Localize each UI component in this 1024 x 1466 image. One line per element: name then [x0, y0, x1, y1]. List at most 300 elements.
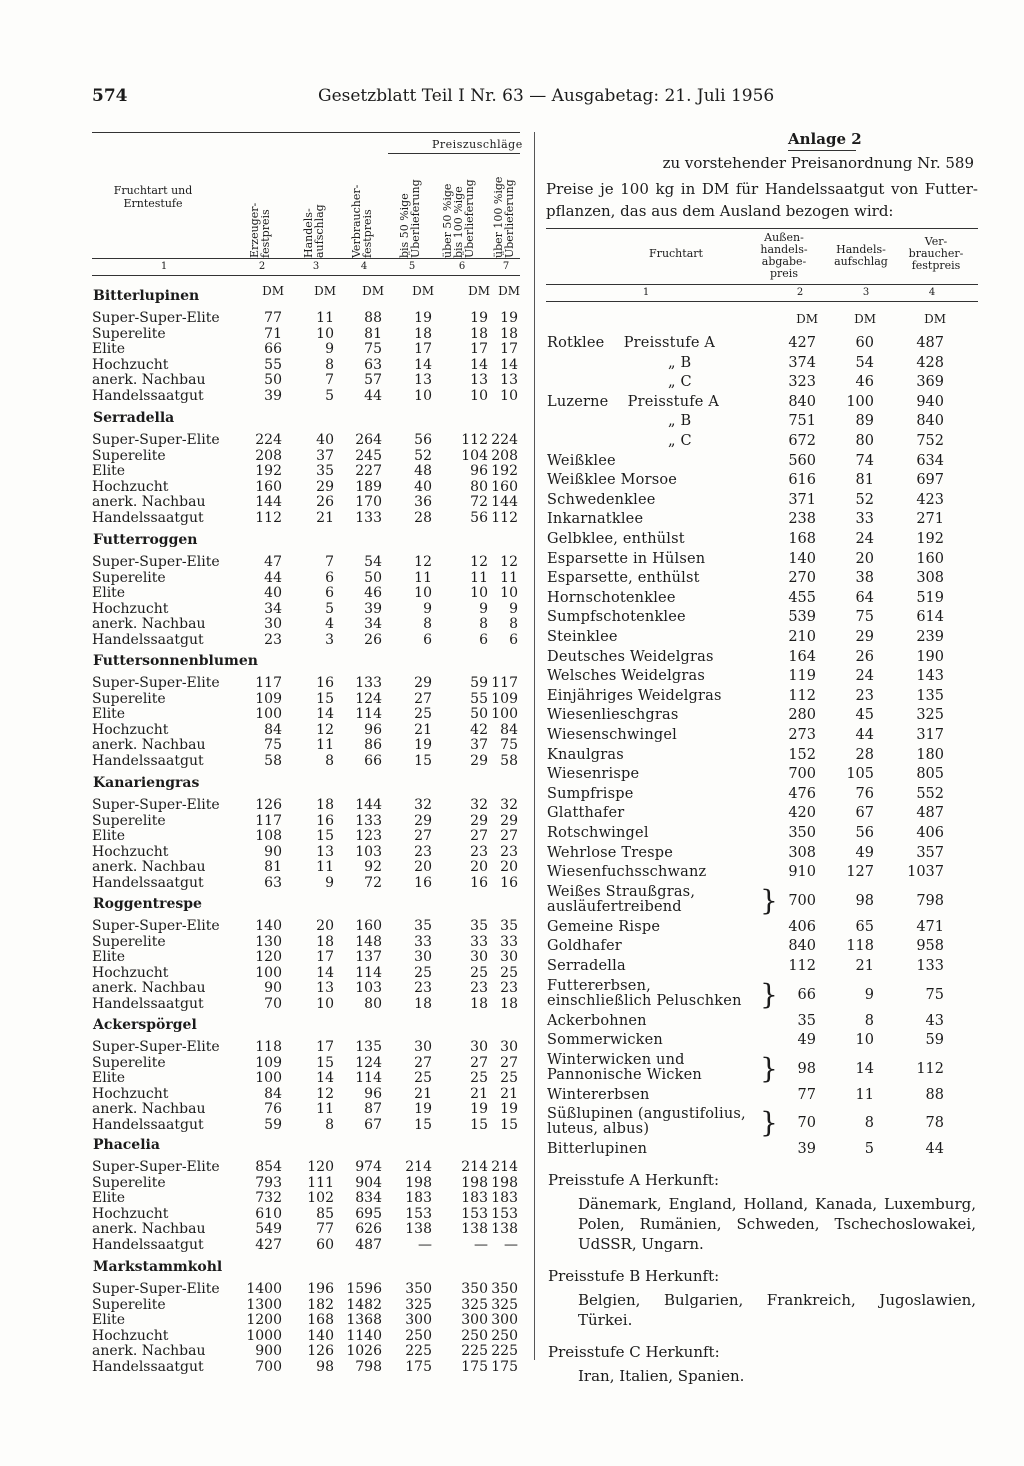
- cell-value: 39: [364, 600, 382, 617]
- cell-value: 1400: [246, 1281, 282, 1297]
- cell-value: 90: [264, 980, 282, 996]
- row-label: Handelssaatgut: [92, 752, 204, 769]
- row-label: Hochzucht: [92, 964, 169, 981]
- cell-value: 30: [500, 949, 518, 965]
- table-row: [546, 591, 978, 611]
- cell-value: 75: [264, 737, 282, 753]
- cell-value: 18: [470, 995, 488, 1012]
- cell-value: 18: [500, 995, 518, 1012]
- cell-value: 112: [461, 432, 488, 448]
- origin-countries: Polen, Rumänien, Schweden, Tschechoslowakei,: [578, 1215, 976, 1233]
- header-line: handels-: [760, 243, 808, 256]
- origin-countries: Türkei.: [578, 1311, 633, 1329]
- origin-countries: UdSSR, Ungarn.: [578, 1235, 704, 1253]
- cell-value: 8: [864, 1012, 874, 1029]
- cell-value: 40: [414, 478, 432, 495]
- cell-value: 15: [500, 1116, 518, 1133]
- row-label: Bitterlupinen: [547, 1141, 648, 1158]
- column-divider: [534, 132, 535, 1360]
- cell-value: 114: [355, 706, 382, 722]
- table-row: [92, 1221, 520, 1237]
- cell-value: 44: [925, 1141, 944, 1158]
- column-number: 1: [642, 287, 650, 298]
- cell-value: 80: [470, 478, 488, 495]
- cell-value: 33: [470, 933, 488, 950]
- row-label: Super-Super-Elite: [92, 1039, 220, 1055]
- cell-value: 140: [307, 1327, 334, 1344]
- row-label: anerk. Nachbau: [92, 1101, 206, 1117]
- table-row: [546, 356, 978, 376]
- cell-value: 48: [414, 463, 432, 479]
- cell-value: 1000: [246, 1327, 282, 1344]
- cell-value: 6: [509, 631, 518, 648]
- row-label: anerk. Nachbau: [92, 737, 206, 753]
- table-row: [92, 753, 520, 769]
- rotated-col-header-6: [474, 150, 534, 260]
- cell-value: 210: [788, 629, 816, 645]
- cell-value: 17: [316, 949, 334, 965]
- cell-value: 12: [470, 554, 488, 570]
- cell-value: 225: [405, 1343, 432, 1359]
- row-label: Superelite: [92, 569, 166, 586]
- cell-value: 1200: [246, 1312, 282, 1328]
- cell-value: 180: [916, 746, 944, 763]
- table-row: [546, 728, 978, 748]
- table-row: [92, 554, 520, 570]
- row-label: Handelssaatgut: [92, 631, 204, 648]
- cell-value: 8: [864, 1115, 874, 1132]
- table-row: [92, 372, 520, 388]
- table-row: [92, 980, 520, 996]
- cell-value: 175: [491, 1358, 518, 1375]
- cell-value: 626: [355, 1221, 382, 1237]
- row-label: Weißklee Morsoe: [547, 472, 678, 489]
- row-label: Hochzucht: [92, 1205, 169, 1222]
- cell-value: 183: [491, 1190, 518, 1206]
- table-row: [92, 675, 520, 691]
- origin-title: Preisstufe B Herkunft:: [548, 1267, 720, 1285]
- cell-value: 634: [916, 452, 944, 469]
- cell-value: 32: [470, 797, 488, 813]
- cell-value: 75: [925, 986, 944, 1003]
- cell-value: 20: [500, 859, 518, 875]
- cell-value: 21: [500, 1085, 518, 1102]
- table-row: [92, 585, 520, 601]
- cell-value: 19: [414, 310, 432, 326]
- cell-value: 18: [414, 325, 432, 342]
- row-label: Elite: [92, 1190, 126, 1206]
- cell-value: 88: [925, 1086, 944, 1103]
- cell-value: 29: [470, 812, 488, 829]
- cell-value: 25: [470, 964, 488, 981]
- cell-value: 67: [364, 1116, 382, 1133]
- row-label: Wiesenschwingel: [547, 727, 678, 743]
- table-row: [546, 920, 978, 940]
- row-label: Gelbklee, enthülst: [547, 531, 685, 547]
- cell-value: 10: [470, 387, 488, 404]
- cell-value: 10: [414, 585, 432, 601]
- cell-value: 189: [355, 478, 382, 495]
- cell-value: 66: [364, 752, 382, 769]
- cell-value: 198: [405, 1174, 432, 1191]
- cell-value: 9: [509, 600, 518, 617]
- cell-value: 6: [325, 569, 334, 586]
- table-row: [546, 1033, 978, 1053]
- cell-value: 840: [916, 413, 944, 430]
- origin-countries: Dänemark, England, Holland, Kanada, Luxemburg,: [578, 1195, 976, 1213]
- cell-value: 160: [491, 478, 518, 495]
- cell-value: 427: [788, 335, 816, 351]
- row-label: Esparsette, enthülst: [547, 570, 700, 587]
- cell-value: 124: [355, 690, 382, 707]
- cell-value: 25: [414, 706, 432, 722]
- column-number-row: [92, 258, 520, 276]
- cell-value: 13: [500, 372, 518, 388]
- rotated-col-header-1: [230, 150, 290, 260]
- cell-value: 70: [264, 995, 282, 1012]
- cell-value: 25: [500, 1070, 518, 1086]
- cell-value: 112: [788, 687, 816, 704]
- cell-value: 98: [316, 1358, 334, 1375]
- cell-value: 17: [470, 341, 488, 357]
- origin-title: Preisstufe C Herkunft:: [548, 1343, 720, 1361]
- column-number: 7: [502, 261, 510, 272]
- cell-value: 21: [316, 509, 334, 526]
- row-label: Wintererbsen: [547, 1086, 650, 1103]
- cell-value: 6: [423, 631, 432, 648]
- cell-value: 374: [788, 354, 816, 371]
- cell-value: 26: [364, 631, 382, 648]
- row-label: Wiesenrispe: [547, 766, 640, 783]
- cell-value: 71: [264, 325, 282, 342]
- cell-value: 108: [255, 828, 282, 844]
- cell-value: 50: [264, 372, 282, 388]
- cell-value: 25: [414, 1070, 432, 1086]
- cell-value: 1300: [246, 1296, 282, 1313]
- cell-value: 138: [405, 1221, 432, 1237]
- unit-dm: DM: [362, 284, 384, 298]
- cell-value: 793: [255, 1174, 282, 1191]
- cell-value: 13: [470, 372, 488, 388]
- cell-value: 109: [255, 690, 282, 707]
- table-row: [92, 965, 520, 981]
- column-number: 3: [862, 287, 870, 298]
- cell-value: 26: [855, 648, 874, 665]
- row-label: Superelite: [92, 1174, 166, 1191]
- cell-value: 12: [316, 721, 334, 738]
- cell-value: 834: [355, 1190, 382, 1206]
- table-heading: [546, 178, 978, 222]
- row-label: Steinklee: [547, 629, 618, 645]
- cell-value: 138: [491, 1221, 518, 1237]
- cell-value: 133: [355, 509, 382, 526]
- cell-value: 11: [500, 569, 518, 586]
- cell-value: 8: [325, 356, 334, 373]
- cell-value: 1026: [346, 1343, 382, 1359]
- table-row: [92, 1328, 520, 1344]
- right-col-header-3: [828, 244, 894, 268]
- cell-value: 30: [264, 616, 282, 632]
- cell-value: 153: [491, 1205, 518, 1222]
- cell-value: 117: [491, 675, 518, 691]
- cell-value: 44: [855, 727, 874, 743]
- row-label: Super-Super-Elite: [92, 554, 220, 570]
- cell-value: 14: [414, 356, 432, 373]
- cell-value: 84: [264, 1085, 282, 1102]
- cell-value: 12: [316, 1085, 334, 1102]
- table-row: [546, 689, 978, 709]
- cell-value: 940: [916, 393, 944, 410]
- page-title: Gesetzblatt Teil I Nr. 63 — Ausgabetag: 21. Juli 1956: [318, 86, 775, 106]
- row-label: Elite: [92, 463, 126, 479]
- cell-value: 66: [264, 341, 282, 357]
- cell-value: 23: [264, 631, 282, 648]
- cell-value: 114: [355, 1070, 382, 1086]
- table-row: [92, 918, 520, 934]
- cell-value: 144: [355, 797, 382, 813]
- row-label: Hochzucht: [92, 356, 169, 373]
- row-label: Elite: [92, 585, 126, 601]
- cell-value: 133: [355, 675, 382, 691]
- cell-value: 34: [264, 600, 282, 617]
- cell-value: 92: [364, 859, 382, 875]
- cell-value: 43: [925, 1012, 944, 1029]
- cell-value: 102: [307, 1190, 334, 1206]
- cell-value: 65: [855, 918, 874, 935]
- row-label: Winterwicken und Pannonische Wicken: [547, 1051, 702, 1083]
- cell-value: 45: [855, 707, 874, 724]
- row-label: anerk. Nachbau: [92, 1221, 206, 1237]
- cell-value: 325: [916, 707, 944, 724]
- cell-value: 80: [855, 433, 874, 449]
- cell-value: 19: [470, 1101, 488, 1117]
- anlage-reference: zu vorstehender Preisanordnung Nr. 589: [662, 154, 974, 172]
- cell-value: 109: [255, 1054, 282, 1071]
- cell-value: 35: [316, 463, 334, 479]
- cell-value: 21: [414, 1085, 432, 1102]
- row-label: anerk. Nachbau: [92, 859, 206, 875]
- cell-value: 50: [364, 569, 382, 586]
- row-label: Handelssaatgut: [92, 509, 204, 526]
- cell-value: 182: [307, 1296, 334, 1313]
- cell-value: 78: [925, 1115, 944, 1132]
- row-label: Sumpfschotenklee: [547, 609, 686, 626]
- row-label: Einjähriges Weidelgras: [547, 687, 722, 704]
- header-line: aufschlag: [834, 255, 888, 268]
- section-title: Futterroggen: [93, 532, 198, 548]
- cell-value: 214: [405, 1159, 432, 1175]
- cell-value: 112: [788, 958, 816, 974]
- cell-value: 135: [916, 687, 944, 704]
- cell-value: 12: [500, 554, 518, 570]
- row-label: Superelite: [92, 1054, 166, 1071]
- cell-value: 752: [916, 433, 944, 449]
- table-row: [92, 1117, 520, 1133]
- cell-value: 1596: [346, 1281, 382, 1297]
- table-row: [546, 552, 978, 572]
- cell-value: 35: [414, 918, 432, 934]
- row-label: „ C: [668, 374, 692, 391]
- row-label: „ B: [668, 354, 692, 371]
- cell-value: 9: [864, 986, 874, 1003]
- cell-value: 38: [855, 570, 874, 587]
- cell-value: 20: [414, 859, 432, 875]
- cell-value: 325: [491, 1296, 518, 1313]
- cell-value: 96: [364, 1085, 382, 1102]
- unit-dm: DM: [498, 284, 520, 298]
- cell-value: 23: [855, 687, 874, 704]
- cell-value: 168: [307, 1312, 334, 1328]
- cell-value: 280: [788, 707, 816, 724]
- cell-value: 14: [316, 706, 334, 722]
- row-label: Sommerwicken: [547, 1032, 663, 1049]
- cell-value: 5: [864, 1141, 874, 1158]
- cell-value: 369: [916, 374, 944, 391]
- cell-value: 33: [500, 933, 518, 950]
- column-number: 3: [312, 261, 320, 272]
- table-row: [546, 493, 978, 513]
- cell-value: 192: [916, 531, 944, 547]
- cell-value: 15: [316, 828, 334, 844]
- table-row: [92, 691, 520, 707]
- header-line: Fruchtart: [649, 247, 703, 260]
- cell-value: 28: [414, 509, 432, 526]
- cell-value: 111: [307, 1174, 334, 1191]
- cell-value: 225: [491, 1343, 518, 1359]
- cell-value: 751: [788, 413, 816, 430]
- cell-value: 16: [316, 812, 334, 829]
- cell-value: 81: [855, 472, 874, 489]
- brace-mark: }: [760, 1106, 778, 1140]
- cell-value: 16: [316, 675, 334, 691]
- cell-value: 160: [255, 478, 282, 495]
- cell-value: 616: [788, 472, 816, 489]
- table-row: [92, 706, 520, 722]
- cell-value: 100: [846, 393, 874, 410]
- table-row: [546, 512, 978, 532]
- cell-value: 29: [414, 812, 432, 829]
- cell-value: 152: [788, 746, 816, 763]
- cell-value: 49: [797, 1032, 816, 1049]
- cell-value: 80: [364, 995, 382, 1012]
- cell-value: 81: [264, 859, 282, 875]
- cell-value: 798: [355, 1358, 382, 1375]
- cell-value: 300: [491, 1312, 518, 1328]
- brace-mark: }: [760, 1051, 778, 1085]
- cell-value: 15: [414, 1116, 432, 1133]
- origin-countries: Belgien, Bulgarien, Frankreich, Jugoslawien,: [578, 1291, 976, 1309]
- cell-value: 208: [255, 447, 282, 464]
- cell-value: 27: [470, 828, 488, 844]
- cell-value: 14: [316, 964, 334, 981]
- cell-value: 42: [470, 721, 488, 738]
- cell-value: 11: [414, 569, 432, 586]
- cell-value: 350: [405, 1281, 432, 1297]
- cell-value: 192: [255, 463, 282, 479]
- cell-value: 103: [355, 843, 382, 860]
- cell-value: 40: [264, 585, 282, 601]
- table-row: [92, 1159, 520, 1175]
- cell-value: 86: [364, 737, 382, 753]
- cell-value: 11: [470, 569, 488, 586]
- cell-value: 120: [307, 1159, 334, 1175]
- column-number: 1: [160, 261, 168, 272]
- cell-value: 20: [316, 918, 334, 934]
- cell-value: 144: [491, 494, 518, 510]
- cell-value: 13: [316, 843, 334, 860]
- cell-value: 300: [461, 1312, 488, 1328]
- cell-value: 840: [788, 393, 816, 410]
- cell-value: 18: [316, 933, 334, 950]
- unit-dm: DM: [262, 284, 284, 298]
- cell-value: 798: [916, 892, 944, 909]
- cell-value: 30: [414, 949, 432, 965]
- row-label: Super-Super-Elite: [92, 310, 220, 326]
- table-row: [546, 1088, 978, 1108]
- cell-value: 10: [500, 387, 518, 404]
- heading-line-2: pflanzen, das aus dem Ausland bezogen wird:: [546, 202, 894, 220]
- row-label: anerk. Nachbau: [92, 494, 206, 510]
- table-row: [546, 1142, 978, 1162]
- cell-value: 18: [414, 995, 432, 1012]
- cell-value: 192: [491, 463, 518, 479]
- table-row: [92, 1237, 520, 1253]
- cell-value: 25: [470, 1070, 488, 1086]
- rotated-header-text: Verbraucher- festpreis: [350, 184, 374, 258]
- cell-value: 117: [255, 675, 282, 691]
- cell-value: 227: [355, 463, 382, 479]
- cell-value: 52: [414, 447, 432, 464]
- cell-value: 11: [855, 1086, 874, 1103]
- header-line: Ver-: [924, 235, 948, 248]
- cell-value: 476: [788, 785, 816, 802]
- row-label: „ C: [668, 433, 692, 449]
- cell-value: 140: [788, 550, 816, 567]
- cell-value: 7: [325, 372, 334, 388]
- cell-value: 126: [255, 797, 282, 813]
- cell-value: 697: [916, 472, 944, 489]
- cell-value: 732: [255, 1190, 282, 1206]
- cell-value: 63: [264, 874, 282, 891]
- cell-value: 183: [461, 1190, 488, 1206]
- row-label: Glatthafer: [547, 805, 625, 822]
- cell-value: 23: [500, 980, 518, 996]
- cell-value: 24: [855, 531, 874, 547]
- row-label: Superelite: [92, 447, 166, 464]
- cell-value: 19: [500, 1101, 518, 1117]
- cell-value: 14: [316, 1070, 334, 1086]
- row-label: Handelssaatgut: [92, 1358, 204, 1375]
- cell-value: 487: [916, 335, 944, 351]
- cell-value: 5: [325, 600, 334, 617]
- table-row: [92, 432, 520, 448]
- column-number: 2: [258, 261, 266, 272]
- brace-mark: }: [760, 883, 778, 917]
- cell-value: 76: [264, 1101, 282, 1117]
- cell-value: 50: [470, 706, 488, 722]
- table-row: [92, 844, 520, 860]
- table-row: [92, 875, 520, 891]
- cell-value: 23: [470, 843, 488, 860]
- cell-value: 87: [364, 1101, 382, 1117]
- table-row: [546, 748, 978, 768]
- cell-value: 60: [855, 335, 874, 351]
- row-label: Rotschwingel: [547, 825, 649, 841]
- unit-dm: DM: [412, 284, 434, 298]
- cell-value: 196: [307, 1281, 334, 1297]
- row-label: Handelssaatgut: [92, 387, 204, 404]
- cell-value: 49: [855, 844, 874, 861]
